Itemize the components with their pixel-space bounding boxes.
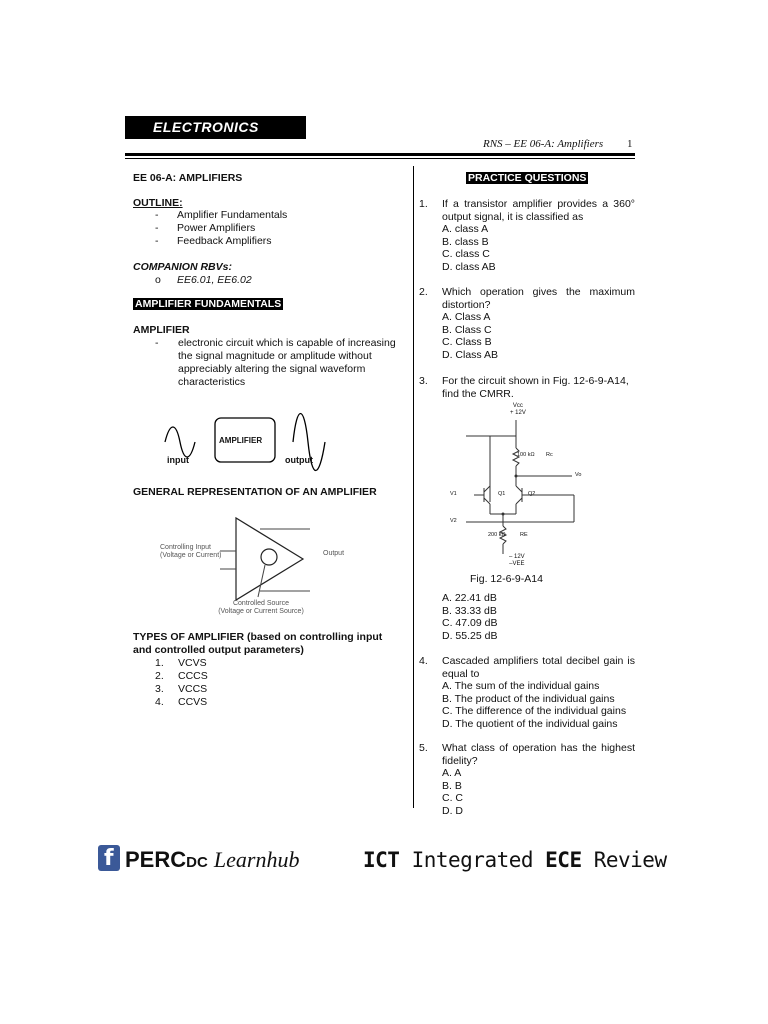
block-box-label: AMPLIFIER [219,436,263,445]
types-list [155,657,208,709]
section-heading: AMPLIFIER FUNDAMENTALS [135,298,282,310]
question-3-options [419,592,635,642]
option: B. 33.33 dB [442,604,497,617]
question-2: 2. Which operation gives the maximum distortion? A. Class A B. Class C C. Class B D. Class AB [419,286,635,361]
option: D. class AB [442,260,496,273]
re-label: RE [520,532,528,538]
list-item: 3. VCCS [155,683,208,695]
outline-list [155,209,405,248]
companion-heading: COMPANION RBVs: [133,261,232,273]
outline-heading: OUTLINE: [133,197,183,209]
subject-banner: ELECTRONICS [125,116,306,139]
companion-items: o EE6.01, EE6.02 [155,274,252,286]
option: B. B [442,779,462,792]
running-title: RNS – EE 06-A: Amplifiers [483,138,604,150]
outline-item: - Feedback Amplifiers [155,235,272,247]
controlled-source-icon [261,549,277,565]
option: D. 55.25 dB [442,629,498,642]
option: D. Class AB [442,348,499,361]
vcc-label: Vcc + 12V [510,403,526,416]
v2-label: V2 [450,518,457,524]
option: D. The quotient of the individual gains [442,717,618,730]
figure-caption: Fig. 12-6-9-A14 [470,573,543,585]
block-output-label: output [285,455,313,465]
option: A. 22.41 dB [442,592,497,604]
input-wave-icon [165,427,195,457]
block-input-label: input [167,455,189,465]
option: A. The sum of the individual gains [442,680,600,692]
option: B. The product of the individual gains [442,692,615,705]
outline-item: - Power Amplifiers [155,222,256,234]
header-rule-thick [125,153,635,156]
page-number: 1 [627,138,633,150]
vee-label: – 12V –VEE [509,554,525,567]
header-rule-thin [125,158,635,159]
amplifier-heading: AMPLIFIER [133,324,190,336]
option: B. Class C [442,323,492,336]
question-4: 4. Cascaded amplifiers total decibel gain is equal to A. The sum of the individual gains B. The product of the individual gains C. The difference of the individual gains D. The quotient of the individual gains [419,655,635,730]
re-value-label: 200 kΩ [488,532,506,538]
option: D. D [442,804,463,817]
v1-label: V1 [450,491,457,497]
option: C. The difference of the individual gains [442,705,627,717]
option: A. A [442,767,462,779]
types-heading: TYPES OF AMPLIFIER (based on controlling input and controlled output parameters) [133,631,383,656]
question-5: 5. What class of operation has the highest fidelity? A. A B. B C. C D. D [419,742,635,817]
general-representation-heading: GENERAL REPRESENTATION OF AN AMPLIFIER [133,486,377,498]
option: A. class A [442,223,489,235]
rc-value-label: 100 kΩ [517,452,535,458]
vo-label: Vo [575,472,582,478]
ict-review-logo: ICT Integrated ECE Review [363,848,667,872]
option: A. Class A [442,311,491,323]
list-item: 1. VCVS [155,657,207,669]
perc-learnhub-logo: PERCDC Learnhub [125,847,300,872]
outline-item: - Amplifier Fundamentals [155,209,288,221]
option: C. class C [442,248,490,260]
question-1: 1. If a transistor amplifier provides a 360° output signal, it is classified as A. class A B. class B C. class C D. class AB [419,198,635,273]
triangle-output-label: Output [323,550,345,557]
practice-heading: PRACTICE QUESTIONS [468,172,587,184]
option: C. 47.09 dB [442,617,498,629]
column-divider [413,166,414,808]
list-item: 2. CCCS [155,670,208,682]
rc-label: Rc [546,452,553,458]
amplifier-definition: - electronic circuit which is capable of increasing the signal magnitude or amplitude without appreciably altering the signal waveform characteristics [155,337,396,388]
q1-label: Q1 [498,491,506,497]
question-3: 3. For the circuit shown in Fig. 12-6-9-A14, find the CMRR. [419,375,629,400]
q2-label: Q2 [528,491,536,497]
controlling-input-label: Controlling Input (Voltage or Current) [160,544,222,559]
list-item: 4. CCVS [155,696,208,708]
option: B. class B [442,235,489,248]
differential-amplifier-circuit [446,402,581,572]
controlled-source-label: Controlled Source (Voltage or Current Source) [218,600,304,615]
amplifier-triangle-diagram [220,515,320,605]
doc-title: EE 06-A: AMPLIFIERS [133,172,243,184]
option: C. C [442,792,463,804]
facebook-icon: f [98,845,120,871]
option: C. Class B [442,336,492,348]
